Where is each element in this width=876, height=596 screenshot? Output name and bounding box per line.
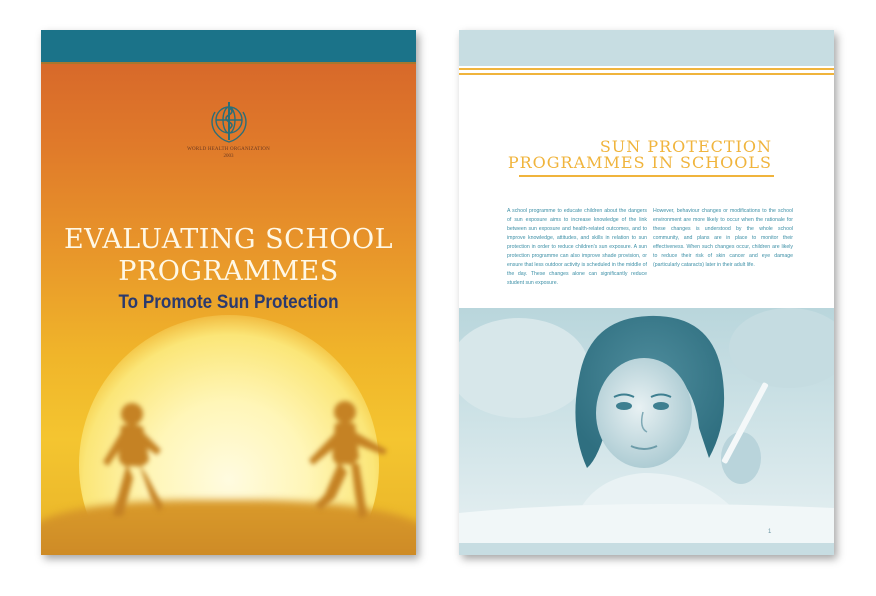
- page-top-rule-2: [459, 73, 834, 75]
- child-silhouette-right: [303, 398, 393, 523]
- brochure-cover: [41, 30, 416, 555]
- page-top-band: [459, 30, 834, 66]
- cover-subtitle: To Promote Sun Protection: [118, 292, 339, 313]
- publication-year: 2003: [223, 154, 234, 159]
- page-heading-line1: SUN PROTECTION: [599, 137, 772, 156]
- cover-top-band: [41, 30, 416, 62]
- page-heading-line2: PROGRAMMES IN SCHOOLS: [507, 153, 772, 172]
- student-photo: [459, 308, 834, 543]
- cover-band-rule: [41, 62, 416, 64]
- page-number: 1: [768, 529, 772, 535]
- body-column-left: A school programme to educate children about the dangers of sun exposure aims to increase knowledge of the link between sun exposure and health-related outcomes, and to improve knowledge, attitudes, and skills in relation to sun protection in order to reduce children's sun exposure. A sun protection programme can also improve shade provision, or ensure that less outdoor activity is scheduled in the middle of the day. These changes alone can significantly reduce student sun exposure.: [507, 208, 647, 286]
- child-silhouette-left: [99, 400, 169, 520]
- organization-name: WORLD HEALTH ORGANIZATION: [187, 147, 270, 152]
- brochure-inner-page: [459, 30, 834, 555]
- cover-title-line2: PROGRAMMES: [118, 256, 339, 287]
- who-emblem-icon: [205, 98, 253, 146]
- student-photo-illustration: [459, 308, 834, 543]
- cover-title-line1: EVALUATING SCHOOL: [63, 224, 394, 255]
- heading-underline: [519, 175, 774, 177]
- page-bottom-band: [459, 543, 834, 555]
- body-column-right: However, behaviour changes or modifications to the school environment are more likely to occur when the rationale for these changes is understood by the whole school community, and plans are in place to monitor their effectiveness. When such changes occur, children are likely to reduce their risk of skin cancer and eye damage (particularly cataracts) later in their adult life.: [653, 208, 793, 268]
- page-top-rule: [459, 68, 834, 70]
